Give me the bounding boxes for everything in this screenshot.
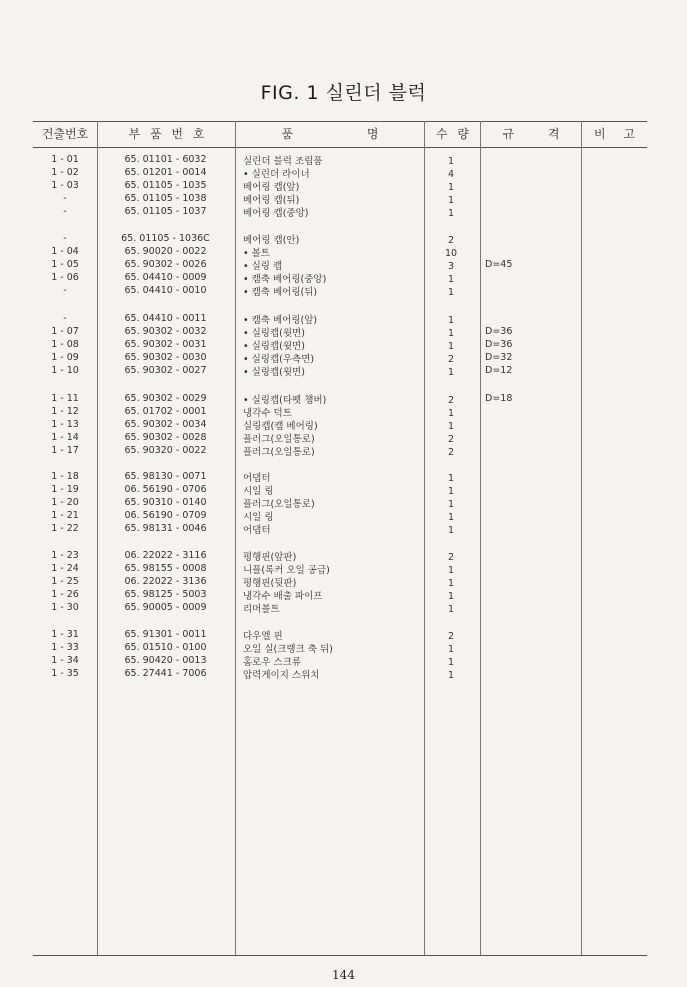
table-row <box>0 166 687 179</box>
part-number: 65. 01702 - 0001 <box>124 406 207 417</box>
item-number: - <box>63 193 67 204</box>
table-row <box>0 496 687 509</box>
quantity: 2 <box>447 235 455 246</box>
item-number: 1 - 21 <box>51 510 79 521</box>
part-name: • 실링캡(타펫 챔버) <box>243 395 327 406</box>
part-name: 오일 실(크랭크 축 뒤) <box>243 644 333 655</box>
item-number: - <box>63 206 67 217</box>
part-name: 실린더 블럭 조립품 <box>243 156 323 167</box>
header-remarks: 비 고 <box>594 127 635 141</box>
quantity: 1 <box>447 670 455 681</box>
page-title: FIG. 1 실린더 블럭 <box>260 82 427 104</box>
quantity: 1 <box>447 578 455 589</box>
table-row <box>0 444 687 457</box>
table-row <box>0 392 687 405</box>
item-number: 1 - 04 <box>51 246 79 257</box>
table-top-rule <box>33 121 647 122</box>
part-name: • 실링캡(우측면) <box>243 354 315 365</box>
item-number: 1 - 19 <box>51 484 79 495</box>
part-name: 니플(록커 오일 공급) <box>243 565 330 576</box>
item-number: 1 - 34 <box>51 655 79 666</box>
table-row <box>0 258 687 271</box>
part-number: 65. 01101 - 6032 <box>124 154 207 165</box>
table-row <box>0 522 687 535</box>
item-number: 1 - 10 <box>51 365 79 376</box>
part-number: 65. 90302 - 0034 <box>124 419 207 430</box>
quantity: 1 <box>447 408 455 419</box>
part-name: • 캠축 베어링(중앙) <box>243 274 327 285</box>
item-number: 1 - 08 <box>51 339 79 350</box>
quantity: 1 <box>447 182 455 193</box>
table-header-rule <box>33 147 647 148</box>
part-name: • 볼트 <box>243 248 270 259</box>
table-row <box>0 641 687 654</box>
item-number: 1 - 24 <box>51 563 79 574</box>
quantity: 1 <box>447 486 455 497</box>
table-row <box>0 483 687 496</box>
part-name: 리머볼트 <box>243 604 280 615</box>
part-name: 플러그(오일통로) <box>243 434 315 445</box>
table-row <box>0 509 687 522</box>
quantity: 1 <box>447 341 455 352</box>
spec: D=12 <box>485 365 513 376</box>
item-number: 1 - 20 <box>51 497 79 508</box>
part-name: 베어링 캡(뒤) <box>243 195 300 206</box>
quantity: 2 <box>447 354 455 365</box>
part-number: 65. 98125 - 5003 <box>124 589 207 600</box>
part-number: 65. 90320 - 0022 <box>124 445 207 456</box>
table-row <box>0 575 687 588</box>
part-number: 65. 90420 - 0013 <box>124 655 207 666</box>
part-number: 65. 91301 - 0011 <box>124 629 207 640</box>
part-number: 65. 04410 - 0010 <box>124 285 207 296</box>
part-number: 65. 01105 - 1036C <box>121 233 210 244</box>
table-row <box>0 271 687 284</box>
quantity: 1 <box>447 644 455 655</box>
table-row <box>0 325 687 338</box>
part-name: 플러그(오일통로) <box>243 447 315 458</box>
item-number: 1 - 17 <box>51 445 79 456</box>
part-number: 65. 90302 - 0032 <box>124 326 207 337</box>
part-name: • 실린더 라이너 <box>243 169 310 180</box>
part-name: 플러그(오일통로) <box>243 499 315 510</box>
spec: D=18 <box>485 393 513 404</box>
quantity: 1 <box>447 328 455 339</box>
part-number: 06. 22022 - 3116 <box>124 550 207 561</box>
item-number: 1 - 03 <box>51 180 79 191</box>
part-number: 65. 98131 - 0046 <box>124 523 207 534</box>
table-row <box>0 470 687 483</box>
quantity: 1 <box>447 591 455 602</box>
part-name: • 캠축 베어링(앞) <box>243 315 318 326</box>
part-number: 65. 90302 - 0026 <box>124 259 207 270</box>
table-row <box>0 562 687 575</box>
table-row <box>0 192 687 205</box>
part-name: 실링캡(캠 베어링) <box>243 421 318 432</box>
item-number: 1 - 09 <box>51 352 79 363</box>
item-number: 1 - 01 <box>51 154 79 165</box>
spec: D=45 <box>485 259 513 270</box>
part-name: 평행핀(앞판) <box>243 552 297 563</box>
part-number: 65. 90302 - 0027 <box>124 365 207 376</box>
part-number: 06. 56190 - 0706 <box>124 484 207 495</box>
table-row <box>0 628 687 641</box>
part-name: 다우엘 핀 <box>243 631 283 642</box>
item-number: 1 - 30 <box>51 602 79 613</box>
table-row <box>0 654 687 667</box>
part-number: 65. 01105 - 1037 <box>124 206 207 217</box>
quantity: 1 <box>447 525 455 536</box>
part-number: 65. 01510 - 0100 <box>124 642 207 653</box>
part-name: 냉각수 덕트 <box>243 408 292 419</box>
header-name: 품 명 <box>281 127 379 141</box>
part-name: 시일 링 <box>243 512 274 523</box>
item-number: - <box>63 285 67 296</box>
item-number: 1 - 14 <box>51 432 79 443</box>
header-part-no: 부 품 번 호 <box>128 127 205 141</box>
table-row <box>0 284 687 297</box>
quantity: 1 <box>447 499 455 510</box>
quantity: 1 <box>447 315 455 326</box>
part-number: 06. 56190 - 0709 <box>124 510 207 521</box>
part-number: 65. 98155 - 0008 <box>124 563 207 574</box>
quantity: 1 <box>447 367 455 378</box>
item-number: 1 - 12 <box>51 406 79 417</box>
spec: D=36 <box>485 339 513 350</box>
table-row <box>0 205 687 218</box>
part-name: 홈로우 스크류 <box>243 657 302 668</box>
item-number: - <box>63 233 67 244</box>
quantity: 2 <box>447 631 455 642</box>
part-number: 65. 01105 - 1035 <box>124 180 207 191</box>
quantity: 2 <box>447 434 455 445</box>
part-name: • 캠축 베어링(뒤) <box>243 287 318 298</box>
item-number: 1 - 26 <box>51 589 79 600</box>
part-name: 평행핀(뒷판) <box>243 578 297 589</box>
part-number: 65. 90302 - 0031 <box>124 339 207 350</box>
item-number: 1 - 31 <box>51 629 79 640</box>
part-name: 압력게이지 스위치 <box>243 670 320 681</box>
part-name: 베어링 캡(중앙) <box>243 208 309 219</box>
part-number: 65. 90020 - 0022 <box>124 246 207 257</box>
header-qty: 수 량 <box>436 127 469 141</box>
quantity: 1 <box>447 657 455 668</box>
table-row <box>0 232 687 245</box>
item-number: 1 - 11 <box>51 393 79 404</box>
table-row <box>0 245 687 258</box>
quantity: 2 <box>447 395 455 406</box>
header-spec: 규 격 <box>502 127 560 141</box>
quantity: 10 <box>444 248 458 259</box>
table-row <box>0 364 687 377</box>
table-row <box>0 179 687 192</box>
table-row <box>0 338 687 351</box>
item-number: 1 - 05 <box>51 259 79 270</box>
table-bottom-rule <box>33 955 647 956</box>
quantity: 2 <box>447 552 455 563</box>
table-row <box>0 549 687 562</box>
part-name: • 실링캡(윗면) <box>243 328 305 339</box>
part-name: • 실링 캡 <box>243 261 283 272</box>
quantity: 4 <box>447 169 455 180</box>
part-name: 냉각수 배출 파이프 <box>243 591 323 602</box>
item-number: 1 - 02 <box>51 167 79 178</box>
part-number: 65. 04410 - 0009 <box>124 272 207 283</box>
spec: D=32 <box>485 352 513 363</box>
table-row <box>0 667 687 680</box>
item-number: 1 - 23 <box>51 550 79 561</box>
part-number: 65. 01201 - 0014 <box>124 167 207 178</box>
header-no: 건출번호 <box>41 127 89 141</box>
part-name: 시일 링 <box>243 486 274 497</box>
part-number: 65. 90005 - 0009 <box>124 602 207 613</box>
table-row <box>0 601 687 614</box>
part-number: 65. 90302 - 0029 <box>124 393 207 404</box>
part-number: 65. 90310 - 0140 <box>124 497 207 508</box>
quantity: 1 <box>447 287 455 298</box>
item-number: 1 - 18 <box>51 471 79 482</box>
table-row <box>0 351 687 364</box>
quantity: 1 <box>447 604 455 615</box>
part-name: • 실링캡(윗면) <box>243 367 305 378</box>
table-row <box>0 588 687 601</box>
quantity: 2 <box>447 447 455 458</box>
page-number: 144 <box>332 968 355 982</box>
item-number: 1 - 35 <box>51 668 79 679</box>
quantity: 1 <box>447 208 455 219</box>
part-number: 65. 04410 - 0011 <box>124 313 207 324</box>
table-row <box>0 312 687 325</box>
quantity: 3 <box>447 261 455 272</box>
part-name: 베어링 캡(앞) <box>243 182 300 193</box>
quantity: 1 <box>447 473 455 484</box>
quantity: 1 <box>447 156 455 167</box>
part-name: 베어링 캡(안) <box>243 235 300 246</box>
table-row <box>0 153 687 166</box>
item-number: 1 - 25 <box>51 576 79 587</box>
quantity: 1 <box>447 565 455 576</box>
part-number: 65. 90302 - 0028 <box>124 432 207 443</box>
part-number: 06. 22022 - 3136 <box>124 576 207 587</box>
quantity: 1 <box>447 274 455 285</box>
table-row <box>0 431 687 444</box>
part-name: 어댑터 <box>243 525 271 536</box>
quantity: 1 <box>447 195 455 206</box>
part-name: 어댑터 <box>243 473 271 484</box>
item-number: 1 - 07 <box>51 326 79 337</box>
part-number: 65. 98130 - 0071 <box>124 471 207 482</box>
table-row <box>0 418 687 431</box>
part-number: 65. 01105 - 1038 <box>124 193 207 204</box>
item-number: 1 - 33 <box>51 642 79 653</box>
item-number: - <box>63 313 67 324</box>
item-number: 1 - 06 <box>51 272 79 283</box>
spec: D=36 <box>485 326 513 337</box>
table-row <box>0 405 687 418</box>
part-name: • 실링캡(윗면) <box>243 341 305 352</box>
part-number: 65. 90302 - 0030 <box>124 352 207 363</box>
quantity: 1 <box>447 421 455 432</box>
item-number: 1 - 22 <box>51 523 79 534</box>
quantity: 1 <box>447 512 455 523</box>
part-number: 65. 27441 - 7006 <box>124 668 207 679</box>
item-number: 1 - 13 <box>51 419 79 430</box>
